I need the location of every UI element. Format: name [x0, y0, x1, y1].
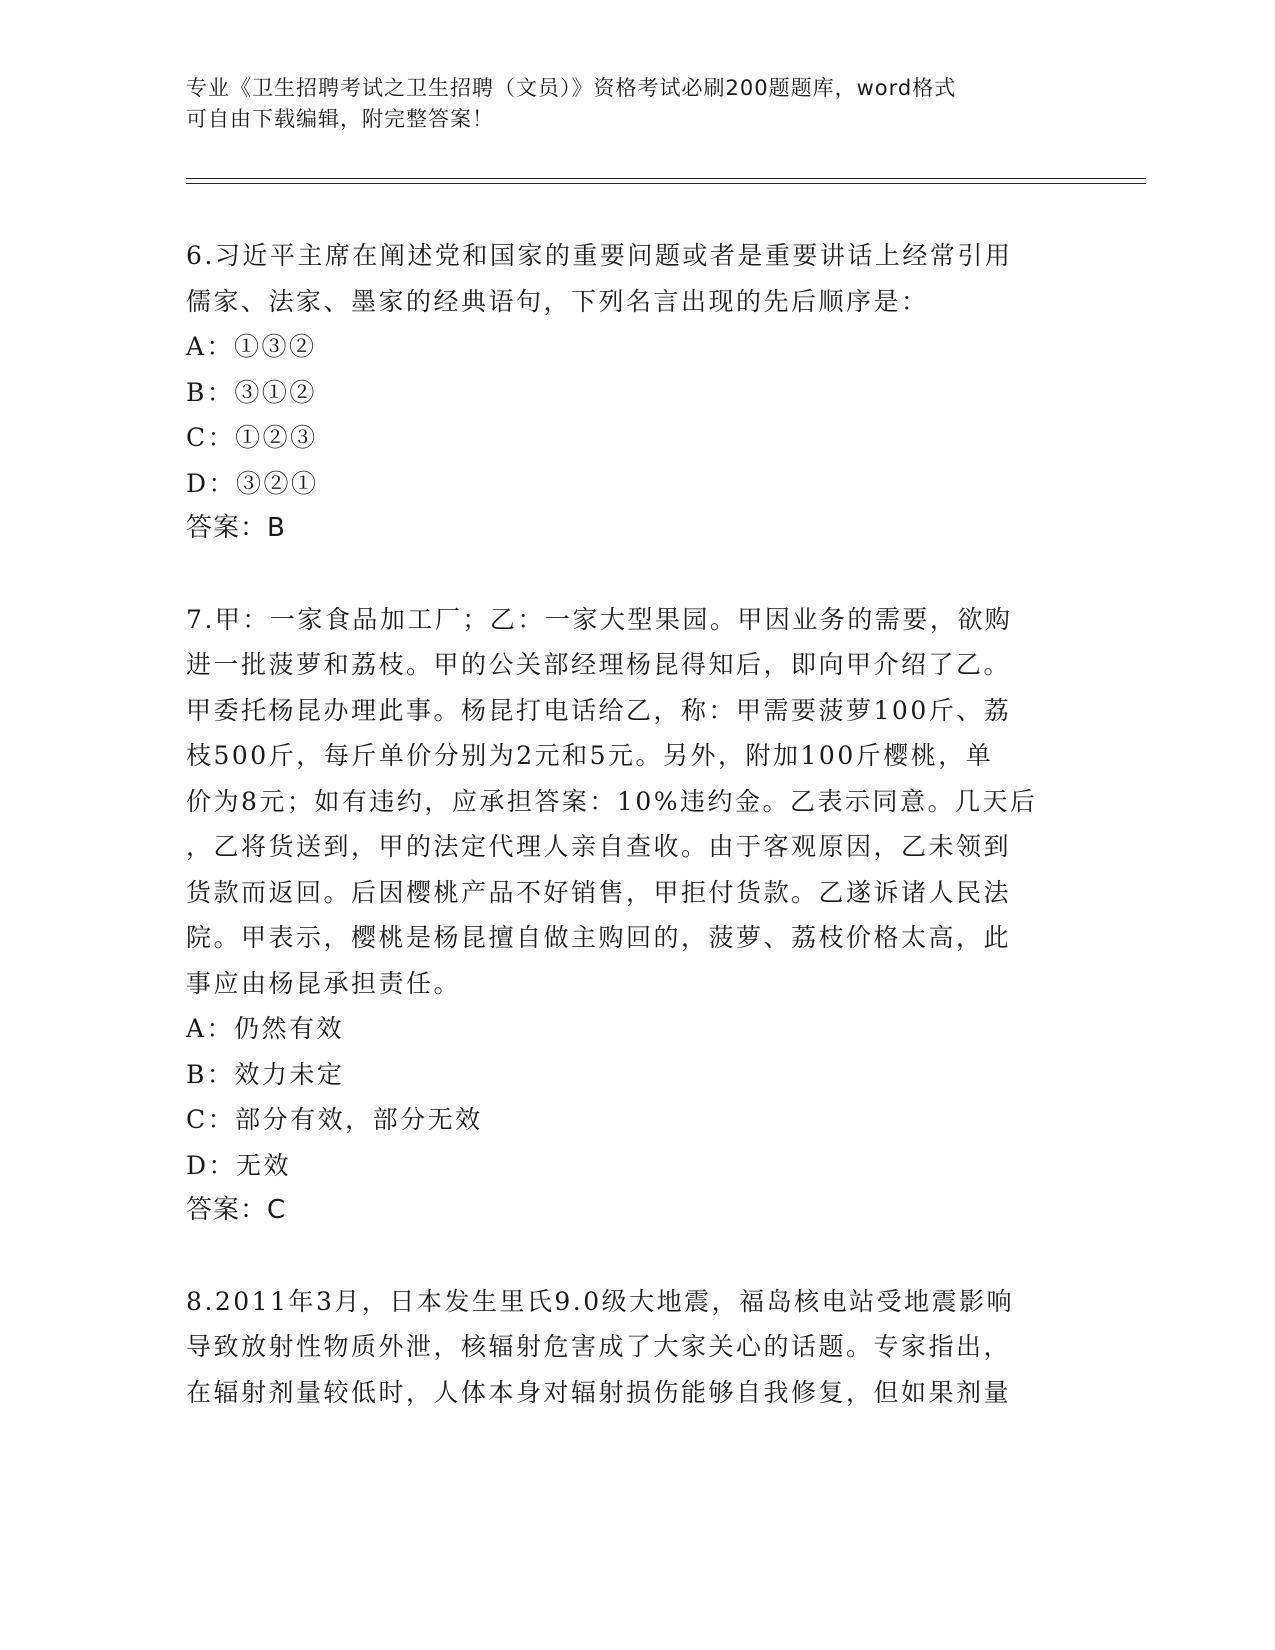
header-line-1: 专业《卫生招聘考试之卫生招聘（文员）》资格考试必刷200题题库，word格式	[186, 76, 957, 100]
answer: 答案：C	[186, 1195, 287, 1225]
header-line-2: 可自由下载编辑，附完整答案！	[186, 107, 494, 131]
header-divider-bottom	[186, 183, 1146, 184]
question-text-line: 儒家、法家、墨家的经典语句，下列名言出现的先后顺序是：	[186, 286, 929, 316]
question-text-line: 货款而返回。后因樱桃产品不好销售，甲拒付货款。乙遂诉诸人民法	[186, 877, 1012, 907]
question-text-line: 8.2011年3月，日本发生里氏9.0级大地震，福岛核电站受地震影响	[186, 1286, 1015, 1316]
question-text-line: 枝500斤，每斤单价分别为2元和5元。另外，附加100斤樱桃，单	[186, 741, 994, 770]
question-text-line: 事应由杨昆承担责任。	[186, 968, 462, 998]
question-text-line: 进一批菠萝和荔枝。甲的公关部经理杨昆得知后，即向甲介绍了乙。	[186, 650, 1012, 679]
question-text-line: 导致放射性物质外泄，核辐射危害成了大家关心的话题。专家指出，	[186, 1332, 1012, 1361]
question-text-line: ，乙将货送到，甲的法定代理人亲自查收。由于客观原因，乙未领到	[186, 832, 1012, 861]
question-text-line: 价为8元；如有违约，应承担答案：10%违约金。乙表示同意。几天后	[186, 786, 1038, 816]
document-body	[186, 233, 1066, 1460]
option-d: D：③②①	[186, 468, 319, 498]
question-6	[186, 233, 1066, 552]
document-header	[186, 73, 1086, 135]
option-d: D：无效	[186, 1150, 292, 1180]
question-text-line: 在辐射剂量较低时，人体本身对辐射损伤能够自我修复，但如果剂量	[186, 1377, 1012, 1407]
question-8	[186, 1279, 1066, 1416]
header-divider-top	[186, 178, 1146, 179]
answer: 答案：B	[186, 513, 286, 543]
option-a: A：①③②	[186, 332, 317, 361]
question-text-line: 院。甲表示，樱桃是杨昆擅自做主购回的，菠萝、荔枝价格太高，此	[186, 923, 1012, 952]
question-text-line: 甲委托杨昆办理此事。杨昆打电话给乙，称：甲需要菠萝100斤、荔	[186, 695, 1012, 725]
option-b: B：效力未定	[186, 1059, 345, 1089]
option-b: B：③①②	[186, 377, 317, 407]
question-7	[186, 597, 1066, 1234]
option-c: C：部分有效，部分无效	[186, 1105, 483, 1134]
question-text-line: 7.甲：一家食品加工厂；乙：一家大型果园。甲因业务的需要，欲购	[186, 604, 1013, 634]
option-c: C：①②③	[186, 423, 318, 452]
option-a: A：仍然有效	[186, 1014, 345, 1043]
question-text-line: 6.习近平主席在阐述党和国家的重要问题或者是重要讲话上经常引用	[186, 241, 1013, 270]
